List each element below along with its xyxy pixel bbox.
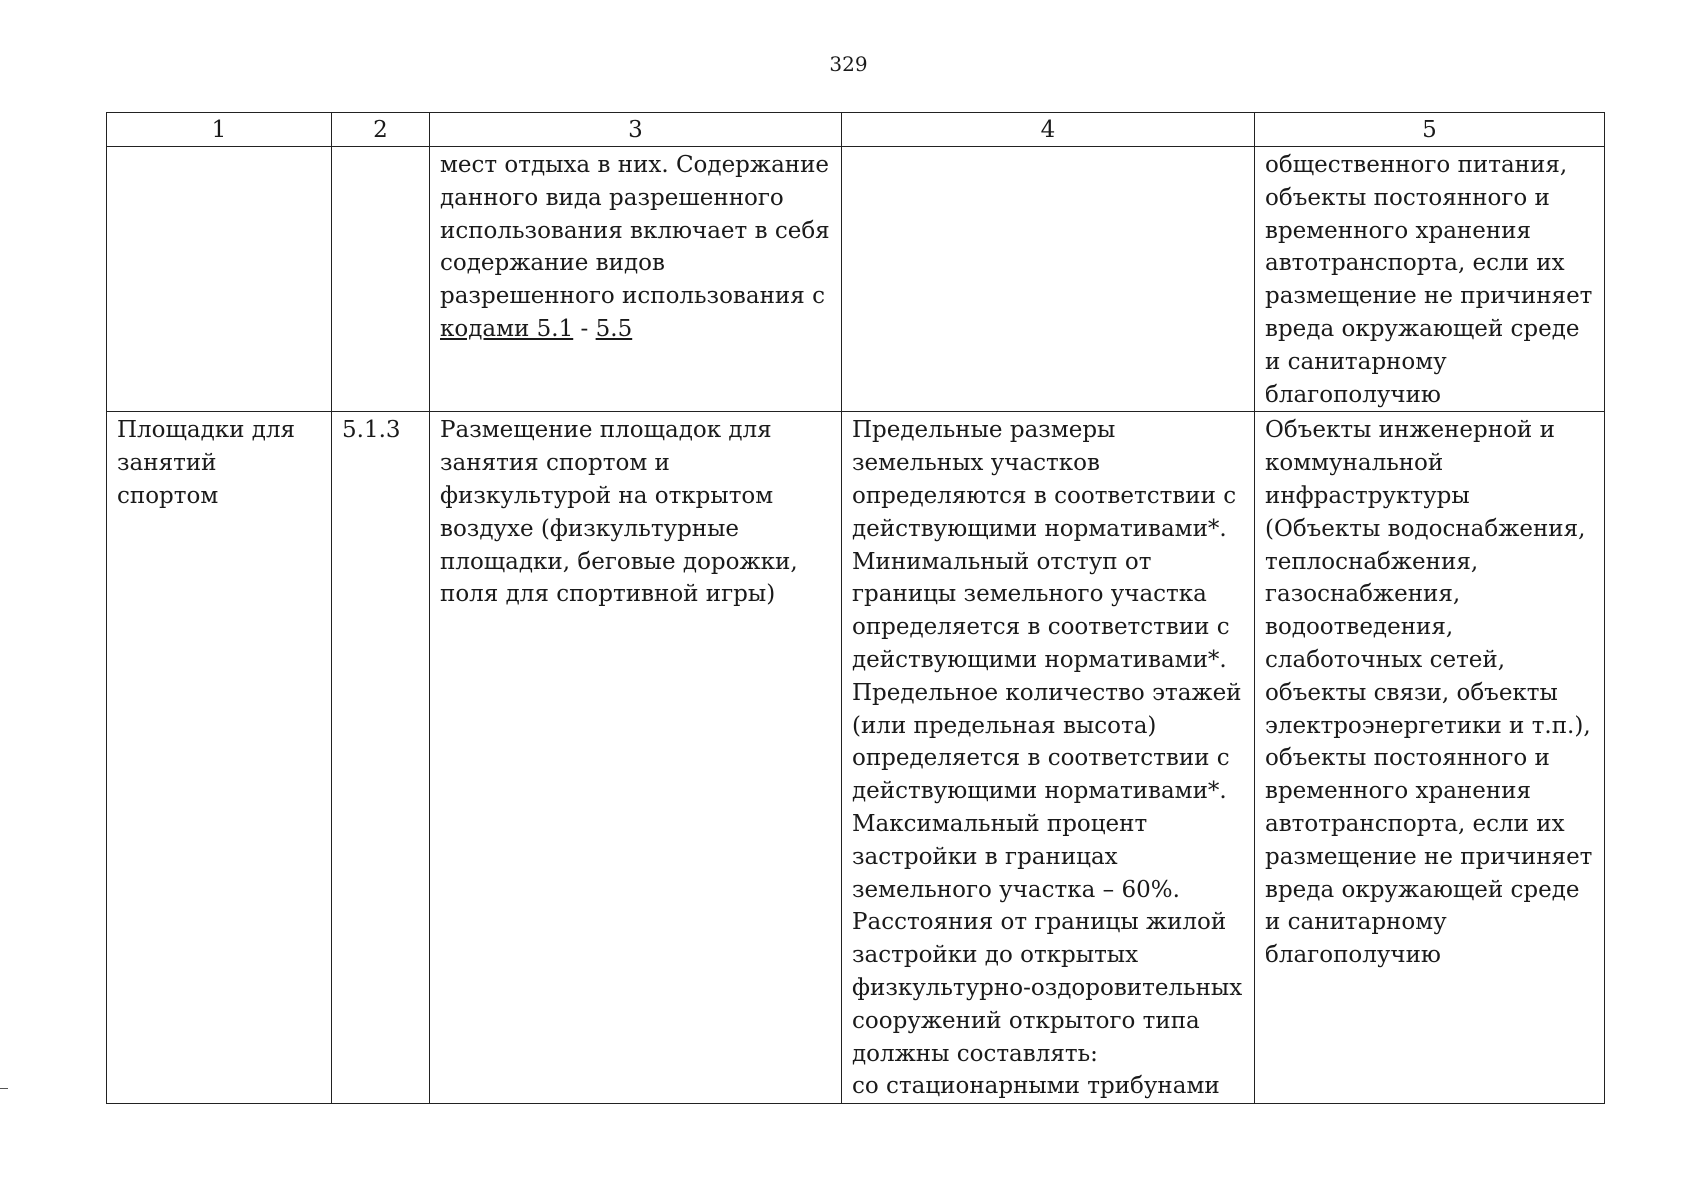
- params-line: определяется в соответствии с: [852, 614, 1230, 641]
- scan-margin-mark: [0, 1088, 8, 1089]
- objects-line: слаботочных сетей,: [1265, 646, 1506, 673]
- row1-objects-cell: [1255, 147, 1605, 412]
- objects-line: и санитарному: [1265, 909, 1447, 936]
- row2-code-cell: 5.1.3: [332, 412, 430, 1104]
- params-line: Предельные размеры: [852, 417, 1116, 444]
- header-col-2: 2: [332, 113, 430, 147]
- params-line: Расстояния от границы жилой: [852, 909, 1227, 936]
- objects-line: и санитарному: [1265, 348, 1447, 375]
- row2-description-cell: [430, 412, 842, 1104]
- params-line: Предельное количество этажей: [852, 679, 1242, 706]
- objects-line: объекты связи, объекты: [1265, 679, 1558, 706]
- objects-line: Объекты инженерной и: [1265, 417, 1555, 444]
- objects-line: временного хранения: [1265, 778, 1532, 805]
- params-line: определяются в соответствии с: [852, 482, 1237, 509]
- objects-line: размещение не причиняет: [1265, 843, 1593, 870]
- objects-line: водоотведения,: [1265, 614, 1454, 641]
- objects-line: общественного питания,: [1265, 152, 1568, 178]
- params-line: со стационарными трибунами: [852, 1073, 1220, 1100]
- objects-line: (Объекты водоснабжения,: [1265, 515, 1586, 542]
- code-link-5-1[interactable]: кодами 5.1: [440, 315, 574, 342]
- description-line: содержание видов: [440, 250, 665, 277]
- row2-params-cell: [842, 412, 1255, 1104]
- params-line: границы земельного участка: [852, 581, 1207, 608]
- objects-line: временного хранения: [1265, 217, 1532, 244]
- params-line: сооружений открытого типа: [852, 1007, 1200, 1034]
- objects-line: благополучию: [1265, 381, 1441, 408]
- objects-line: коммунальной: [1265, 450, 1444, 477]
- row2-objects-cell: [1255, 412, 1605, 1104]
- description-line: разрешенного использования с: [440, 283, 825, 310]
- row2-name-cell: [107, 412, 332, 1104]
- params-line: застройки до открытых: [852, 942, 1139, 969]
- params-line: застройки в границах: [852, 843, 1118, 870]
- code-link-5-5[interactable]: 5.5: [595, 315, 633, 342]
- objects-line: электроэнергетики и т.п.),: [1265, 712, 1591, 739]
- description-line: данного вида разрешенного: [440, 184, 784, 211]
- row1-name-cell: [107, 147, 332, 412]
- description-line: воздухе (физкультурные: [440, 515, 740, 542]
- description-line: мест отдыха в них. Содержание: [440, 152, 830, 178]
- params-line: действующими нормативами*.: [852, 778, 1227, 805]
- description-line: использования включает в себя: [440, 217, 830, 244]
- objects-line: теплоснабжения,: [1265, 548, 1479, 575]
- code-reference-line: [440, 313, 833, 346]
- header-col-4: 4: [842, 113, 1255, 147]
- objects-line: газоснабжения,: [1265, 581, 1461, 608]
- params-line: физкультурно-оздоровительных: [852, 974, 1243, 1001]
- land-use-table: [106, 112, 1605, 1104]
- description-line: занятия спортом и: [440, 450, 670, 477]
- objects-line: инфраструктуры: [1265, 482, 1470, 509]
- objects-line: автотранспорта, если их: [1265, 250, 1565, 277]
- header-col-3: 3: [430, 113, 842, 147]
- table-header-row: [107, 113, 1605, 147]
- row1-params-cell: [842, 147, 1255, 412]
- objects-line: объекты постоянного и: [1265, 745, 1550, 772]
- objects-line: вреда окружающей среде: [1265, 876, 1580, 903]
- objects-line: размещение не причиняет: [1265, 283, 1593, 310]
- table-row: [107, 412, 1605, 1104]
- description-line: физкультурой на открытом: [440, 482, 774, 509]
- header-col-5: 5: [1255, 113, 1605, 147]
- params-line: (или предельная высота): [852, 712, 1157, 739]
- params-line: земельного участка – 60%.: [852, 876, 1180, 903]
- page-number: 329: [829, 52, 868, 76]
- params-line: земельных участков: [852, 450, 1100, 477]
- description-line: площадки, беговые дорожки,: [440, 548, 798, 575]
- params-line: Минимальный отступ от: [852, 548, 1152, 575]
- params-line: должны составлять:: [852, 1040, 1098, 1067]
- objects-line: вреда окружающей среде: [1265, 315, 1580, 342]
- objects-line: автотранспорта, если их: [1265, 810, 1565, 837]
- params-line: определяется в соответствии с: [852, 745, 1230, 772]
- name-line: занятий спортом: [117, 450, 219, 509]
- header-col-1: 1: [107, 113, 332, 147]
- name-line: Площадки для: [117, 417, 296, 444]
- row1-code-cell: [332, 147, 430, 412]
- description-line: поля для спортивной игры): [440, 581, 776, 608]
- description-line: Размещение площадок для: [440, 417, 772, 444]
- params-line: Максимальный процент: [852, 810, 1148, 837]
- code-range-separator: -: [573, 315, 596, 342]
- params-line: действующими нормативами*.: [852, 515, 1227, 542]
- table-row: [107, 147, 1605, 412]
- objects-line: благополучию: [1265, 942, 1441, 969]
- objects-line: объекты постоянного и: [1265, 184, 1550, 211]
- params-line: действующими нормативами*.: [852, 646, 1227, 673]
- row1-description-cell: [430, 147, 842, 412]
